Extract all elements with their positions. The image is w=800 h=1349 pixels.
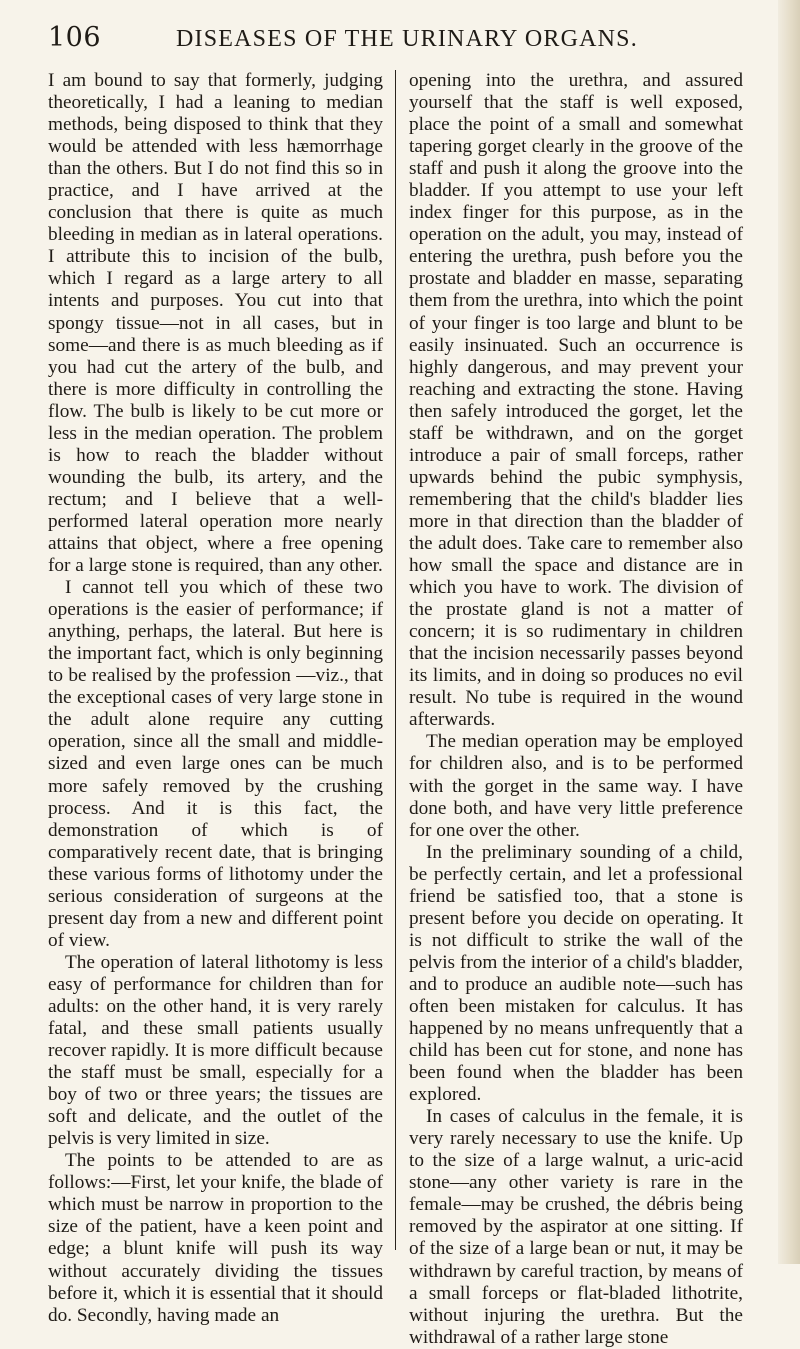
paragraph: The points to be attended to are as follows:—First, let your knife, the blade of which must be narrow in proportion to the size of the patient, have a keen point and edge; a blunt knife will push its way without accurately dividing the tissues before it, which it is essential that it should do. Secondly, having made an [48,1150,383,1326]
paragraph: In the preliminary sounding of a child, be perfectly certain, and let a professional friend be satisfied too, that a stone is present before you decide on operating. It is not difficult to strike the wall of the pelvis from the interior of a child's bladder, and to produce an audible note—such has often been mistaken for calculus. It has happened by no means unfrequently that a child has been cut for stone, and none has been found when the bladder has been explored. [409,841,743,1106]
page-edge-shadow [778,0,800,1264]
paragraph: In cases of calculus in the female, it is very rarely necessary to use the knife. Up to the size of a large walnut, a uric-acid stone—any other variety is rare in the female—may be crushed, the débris being removed by the aspirator at one sitting. If of the size of a large bean or nut, it may be withdrawn by careful traction, by means of a small forceps or flat-bladed lithotrite, without injuring the urethra. But the withdrawal of a rather large stone [409,1106,743,1348]
paragraph: I am bound to say that formerly, judging theoretically, I had a leaning to median methods, being disposed to think that they would be attended with less hæmorrhage than the others. But I do not find this so in practice, and I have arrived at the conclusion that there is quite as much bleeding in median as in lateral operations. I attribute this to incision of the bulb, which I regard as a large artery to all intents and purposes. You cut into that spongy tissue—not in all cases, but in some—and there is as much bleeding as if you had cut the artery of the bulb, and there is more difficulty in controlling the flow. The bulb is likely to be cut more or less in the median operation. The problem is how to reach the bladder without wounding the bulb, its artery, and the rectum; and I believe that a well-performed lateral operation more nearly attains that object, where a free opening for a large stone is required, than any other. [48,70,383,577]
paragraph: The operation of lateral lithotomy is less easy of performance for children than for adults: on the other hand, it is very rarely fatal, and these small patients usually recover rapidly. It is more difficult because the staff must be small, especially for a boy of two or three years; the tissues are soft and delicate, and the outlet of the pelvis is very limited in size. [48,951,383,1150]
paragraph: opening into the urethra, and assured yourself that the staff is well exposed, place the point of a small and somewhat tapering gorget clearly in the groove of the staff and push it along the groove into the bladder. If you attempt to use your left index finger for this purpose, as in the operation on the adult, you may, instead of entering the urethra, push before you the prostate and bladder en masse, separating them from the urethra, into which the point of your finger is too large and blunt to be easily insinuated. Such an occurrence is highly dangerous, and may prevent your reaching and extracting the stone. Having then safely introduced the gorget, let the staff be withdrawn, and on the gorget introduce a pair of small forceps, rather upwards behind the pubic symphysis, remembering that the child's bladder lies more in that direction than the bladder of the adult does. Take care to remember also how small the space and distance are in which you have to work. The division of the prostate gland is not a matter of concern; it is so rudimentary in children that the incision necessarily passes beyond its limits, and in doing so produces no evil result. No tube is required in the wound afterwards. [409,70,743,731]
page-header [48,22,748,58]
paragraph: The median operation may be employed for children also, and is to be performed with the gorget in the same way. I have done both, and have very little preference for one over the other. [409,731,743,841]
running-head: DISEASES OF THE URINARY ORGANS. [176,26,638,52]
left-column [48,70,395,1326]
text-columns [48,70,758,1348]
paragraph: I cannot tell you which of these two operations is the easier of performance; if anything, perhaps, the lateral. But here is the important fact, which is only beginning to be realised by the profession —viz., that the exceptional cases of very large stone in the adult alone require any cutting operation, since all the small and middle-sized and even large ones can be much more safely removed by the crushing process. And it is this fact, the demonstration of which is of comparatively recent date, that is bringing these various forms of lithotomy under the serious consideration of surgeons at the present day from a new and different point of view. [48,577,383,951]
page-number: 106 [48,22,102,53]
right-column [396,70,743,1348]
